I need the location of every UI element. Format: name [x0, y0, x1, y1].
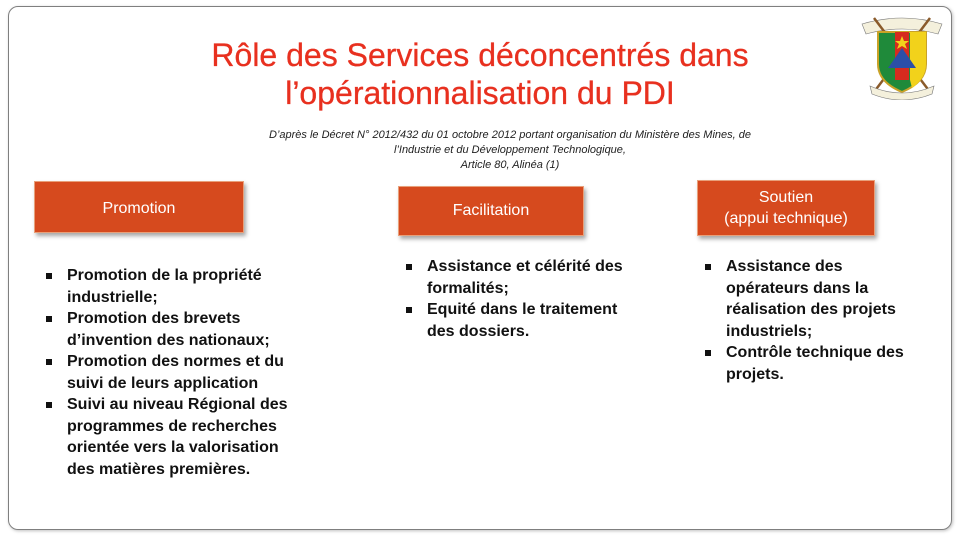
bullet-square-icon — [46, 316, 52, 322]
bullet-square-icon — [46, 359, 52, 365]
soutien-box — [697, 180, 875, 236]
title-line-1: Rôle des Services déconcentrés dans — [211, 37, 749, 73]
decree-line-3: Article 80, Alinéa (1) — [460, 159, 560, 171]
list-item: Assistance des opérateurs dans la réalisation des projets industriels; — [703, 256, 908, 342]
facilitation-header: Facilitation — [452, 202, 530, 219]
list-item: Contrôle technique des projets. — [703, 342, 908, 385]
bullet-square-icon — [406, 264, 412, 270]
promotion-header: Promotion — [102, 200, 176, 217]
list-item: Assistance et célérité des formalités; — [404, 256, 629, 299]
bullet-square-icon — [406, 307, 412, 313]
slide-title — [120, 36, 840, 112]
decree-reference — [200, 128, 820, 173]
bullet-square-icon — [705, 350, 711, 356]
list-item: Promotion de la propriété industrielle; — [44, 265, 309, 308]
soutien-header-line-2: (appui technique) — [724, 210, 848, 227]
soutien-header-line-1: Soutien — [758, 189, 814, 206]
list-item: Equité dans le traitement des dossiers. — [404, 299, 629, 342]
promotion-box — [34, 181, 244, 233]
facilitation-list — [404, 256, 629, 342]
list-item: Promotion des normes et du suivi de leurs application — [44, 351, 309, 394]
facilitation-box — [398, 186, 584, 236]
promotion-list — [44, 265, 309, 480]
title-line-2: l’opérationnalisation du PDI — [285, 75, 675, 111]
bullet-square-icon — [705, 264, 711, 270]
list-item: Suivi au niveau Régional des programmes de recherches orientée vers la valorisation des matières premières. — [44, 394, 309, 480]
decree-line-2: l’Industrie et du Développement Technologique, — [394, 144, 626, 156]
decree-line-1: D’après le Décret N° 2012/432 du 01 octobre 2012 portant organisation du Ministère des Mines, de — [269, 129, 751, 141]
coat-of-arms-icon — [852, 8, 952, 100]
bullet-square-icon — [46, 402, 52, 408]
bullet-square-icon — [46, 273, 52, 279]
soutien-list — [703, 256, 908, 385]
list-item: Promotion des brevets d’invention des nationaux; — [44, 308, 309, 351]
